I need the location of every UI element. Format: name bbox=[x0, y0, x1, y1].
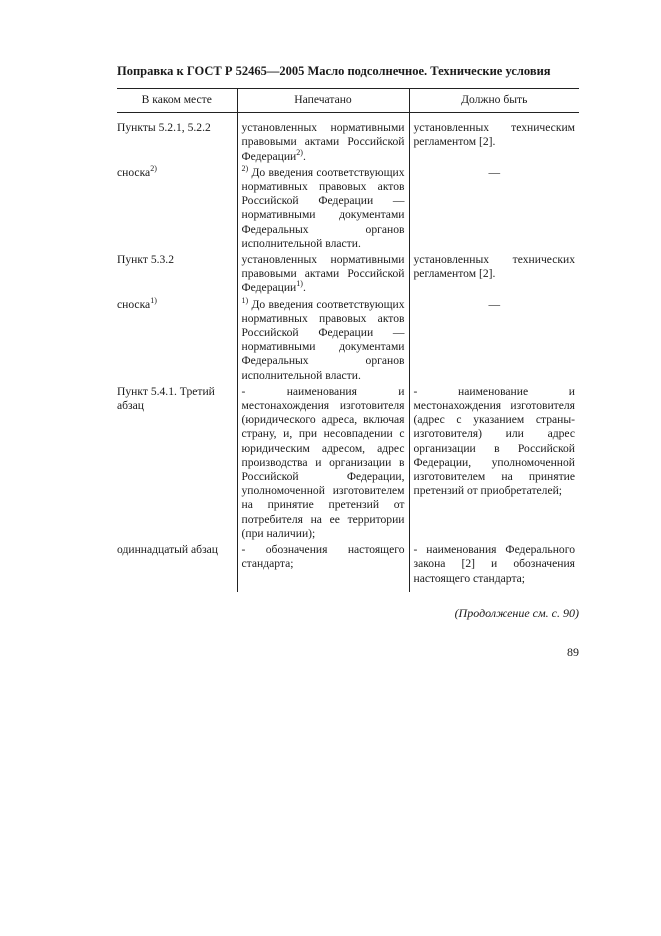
cell-printed: - обозначения настоящего стандарта; bbox=[237, 543, 409, 592]
page-number: 89 bbox=[567, 644, 579, 659]
cell-should-be: установленных техническим регламентом [2]. bbox=[409, 113, 579, 164]
table-row bbox=[117, 385, 579, 541]
cell-place: сноска$^{2)}$ bbox=[117, 163, 157, 179]
table-row bbox=[117, 113, 579, 164]
table-row bbox=[117, 298, 579, 383]
cell-place: Пункт 5.4.1. Третий абзац bbox=[117, 384, 215, 413]
document-page bbox=[117, 64, 579, 660]
page-title: Поправка к ГОСТ Р 52465—2005 Масло подсолнечное. Технические условия bbox=[117, 64, 551, 78]
amendment-table bbox=[117, 88, 579, 592]
header-printed: Напечатано bbox=[237, 89, 409, 113]
cell-printed: установленных нормативными правовыми актами Российской Федерации$^{1)}$. bbox=[237, 253, 409, 296]
table-row bbox=[117, 253, 579, 296]
cell-should-be: — bbox=[409, 166, 579, 251]
cell-printed: $^{1)}$ До введения соответствующих нормативных правовых актов Российской Федерации — нормативными документами Федеральных органов исполнительной власти. bbox=[237, 298, 409, 383]
cell-should-be: - наименование и местонахождения изготовителя (адрес с указанием страны-изготовителя) или адрес организации в Российской Федерации, уполномоченной изготовителем на принятие претензий от приобретателей; bbox=[409, 385, 579, 541]
cell-printed: установленных нормативными правовыми актами Российской Федерации$^{2)}$. bbox=[237, 113, 409, 164]
table-row bbox=[117, 543, 579, 592]
cell-place: Пункты 5.2.1, 5.2.2 bbox=[117, 121, 211, 135]
cell-should-be: установленных технических регламентом [2]. bbox=[409, 253, 579, 296]
cell-should-be: — bbox=[409, 298, 579, 383]
table-header-row bbox=[117, 89, 579, 113]
header-place: В каком месте bbox=[117, 89, 237, 113]
cell-printed: $^{2)}$ До введения соответствующих нормативных правовых актов Российской Федерации — нормативными документами Федеральных органов исполнительной власти. bbox=[237, 166, 409, 251]
cell-place: одиннадцатый абзац bbox=[117, 543, 219, 557]
header-should-be: Должно быть bbox=[409, 89, 579, 113]
table-row bbox=[117, 166, 579, 251]
cell-place: сноска$^{1)}$ bbox=[117, 295, 157, 311]
cell-place: Пункт 5.3.2 bbox=[117, 253, 175, 267]
cell-should-be: - наименования Федерального закона [2] и обозначения настоящего стандарта; bbox=[409, 543, 579, 592]
continuation-note: (Продолжение см. с. 90) bbox=[454, 605, 579, 620]
cell-printed: - наименования и местонахождения изготовителя (юридического адреса, включая страну, и, при несовпадении с юридическим адресом, адрес производства и организации в Российской Федерации, уполномоченной изготовителем на принятие претензий от потребителя на ее территории (при наличии); bbox=[237, 385, 409, 541]
